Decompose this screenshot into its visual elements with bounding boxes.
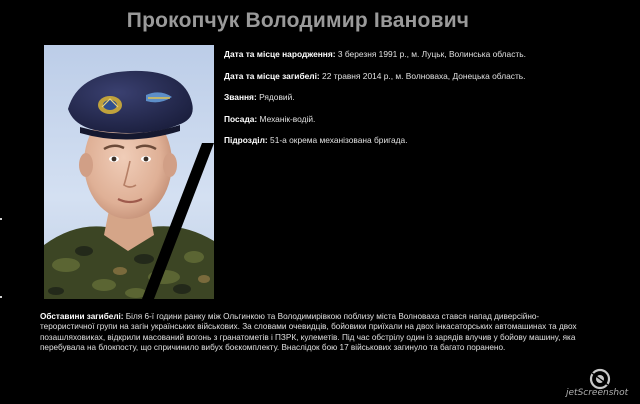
detail-position xyxy=(224,114,624,125)
detail-label: Посада: xyxy=(224,113,258,124)
edge-mark xyxy=(0,218,2,220)
detail-label: Звання: xyxy=(224,92,257,102)
watermark-text: jetScreenshot xyxy=(566,388,629,398)
portrait-photo xyxy=(44,45,214,299)
details-panel xyxy=(224,49,624,157)
detail-value: 22 травня 2014 р., м. Волноваха, Донецька область. xyxy=(319,70,526,81)
detail-unit xyxy=(224,135,624,146)
detail-value: Рядовий. xyxy=(256,92,295,102)
detail-label: Дата та місце загибелі: xyxy=(224,70,320,81)
page-title: Прокопчук Володимир Іванович xyxy=(126,9,470,32)
watermark xyxy=(556,368,636,400)
detail-death xyxy=(224,71,624,82)
detail-value: 51-а окрема механізована бригада. xyxy=(267,135,408,145)
detail-label: Підрозділ: xyxy=(224,135,268,145)
circumstances-label: Обставини загибелі: xyxy=(40,312,124,321)
detail-label: Дата та місце народження: xyxy=(224,49,336,59)
detail-birth xyxy=(224,49,624,60)
camera-shutter-icon xyxy=(586,368,614,390)
circumstances-text: Біля 6-ї години ранку між Ольгинкою та Володимирівкою поблизу міста Волноваха стався напад диверсійно-терористичної групи на загін українських військових. За словами очевидців, бойовики приїхали на двох інкасаторських автомашинах та двох позашляховиках, відкрили масований вогонь з гранатометів і ПЗРК, кулеметів. Під час обстрілу один із зарядів влучив у бойову машину, яка перебувала на блокпосту, що спричинило вибух боєкомплекту. Внаслідок бою 17 військових загинуло та багато поранено. xyxy=(40,312,577,353)
detail-value: 3 березня 1991 р., м. Луцьк, Волинська область. xyxy=(335,49,526,59)
edge-mark xyxy=(0,296,2,298)
detail-value: Механік-водій. xyxy=(257,113,316,124)
circumstances-of-death xyxy=(40,312,580,354)
detail-rank xyxy=(224,92,624,103)
